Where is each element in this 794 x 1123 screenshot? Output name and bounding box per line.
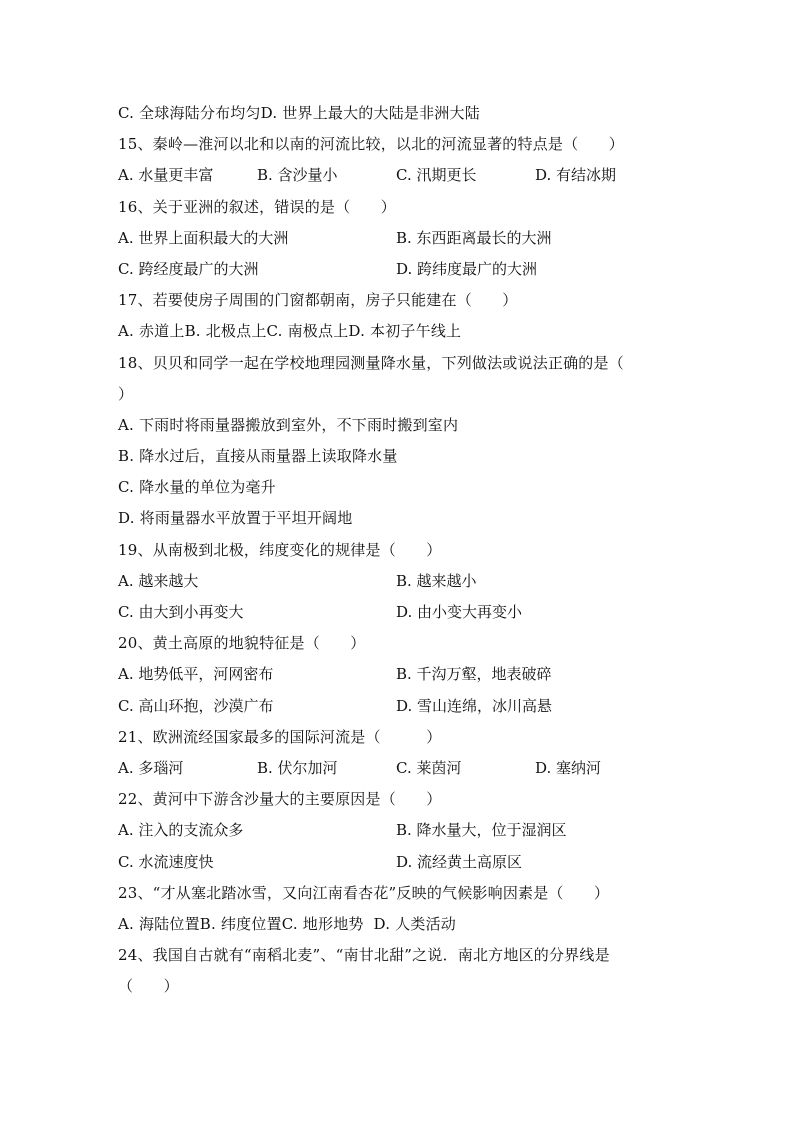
option-text: D. 有结冰期 (535, 166, 617, 185)
option-text: A. 多瑙河 (118, 758, 184, 777)
option-text: B. 伏尔加河 (257, 758, 338, 777)
text-line: 17、若要使房子周围的门窗都朝南，房子只能建在（ ） (118, 291, 518, 310)
exam-page (118, 98, 678, 1002)
option-text: D. 雪山连绵，冰川高悬 (396, 696, 553, 715)
text-line: A. 赤道上B. 北极点上C. 南极点上D. 本初子午线上 (118, 322, 462, 341)
option-text: D. 由小变大再变小 (396, 603, 523, 621)
text-line: A. 下雨时将雨量器搬放到室外，不下雨时搬到室内 (118, 415, 459, 434)
option-text: C. 由大到小再变大 (118, 603, 244, 621)
option-text: C. 水流速度快 (118, 852, 214, 871)
option-text: B. 越来越小 (396, 571, 477, 590)
text-line: 23、“才从塞北踏冰雪，又向江南看杏花”反映的气候影响因素是（ ） (118, 883, 610, 902)
text-line: 15、秦岭—淮河以北和以南的河流比较，以北的河流显著的特点是（ ） (118, 135, 624, 154)
options-row (118, 815, 678, 846)
option-text: D. 塞纳河 (535, 758, 602, 777)
options-row (118, 691, 678, 722)
options-row (118, 847, 678, 878)
text-line: （ ） (118, 977, 179, 996)
text-line: ） (118, 384, 134, 403)
option-text: D. 跨纬度最广的大洲 (396, 259, 538, 278)
text-line: 21、欧洲流经国家最多的国际河流是（ ） (118, 727, 442, 746)
text-line: C. 降水量的单位为毫升 (118, 478, 276, 497)
option-text: B. 东西距离最长的大洲 (396, 228, 552, 247)
text-line: C. 全球海陆分布均匀D. 世界上最大的大陆是非洲大陆 (118, 104, 480, 122)
text-line: 19、从南极到北极，纬度变化的规律是（ ） (118, 540, 442, 559)
options-row (118, 753, 678, 784)
text-line: D. 将雨量器水平放置于平坦开阔地 (118, 509, 353, 528)
option-text: A. 地势低平，河网密布 (118, 665, 274, 684)
option-text: A. 水量更丰富 (118, 166, 214, 185)
text-line: 20、黄土高原的地貌特征是（ ） (118, 634, 366, 653)
text-line: 18、贝贝和同学一起在学校地理园测量降水量，下列做法或说法正确的是（ (118, 353, 624, 372)
option-text: C. 汛期更长 (396, 166, 477, 185)
option-text: C. 莱茵河 (396, 758, 462, 777)
options-row (118, 597, 678, 628)
text-line: 22、黄河中下游含沙量大的主要原因是（ ） (118, 790, 442, 809)
options-row (118, 566, 678, 597)
text-line: 16、关于亚洲的叙述，错误的是（ ） (118, 197, 396, 216)
option-text: B. 含沙量小 (257, 166, 338, 185)
option-text: D. 流经黄土高原区 (396, 852, 523, 871)
option-text: A. 注入的支流众多 (118, 821, 244, 840)
option-text: A. 世界上面积最大的大洲 (118, 228, 289, 247)
option-text: B. 千沟万壑，地表破碎 (396, 665, 552, 684)
options-row (118, 160, 678, 191)
options-row (118, 659, 678, 690)
text-line: B. 降水过后，直接从雨量器上读取降水量 (118, 447, 398, 466)
options-row (118, 254, 678, 285)
option-text: C. 跨经度最广的大洲 (118, 259, 259, 278)
options-row (118, 223, 678, 254)
option-text: B. 降水量大，位于湿润区 (396, 821, 567, 840)
text-line: 24、我国自古就有“南稻北麦”、“南甘北甜”之说．南北方地区的分界线是 (118, 946, 610, 965)
text-line: A. 海陆位置B. 纬度位置C. 地形地势 D. 人类活动 (118, 914, 456, 933)
option-text: A. 越来越大 (118, 571, 199, 590)
option-text: C. 高山环抱，沙漠广布 (118, 696, 274, 715)
